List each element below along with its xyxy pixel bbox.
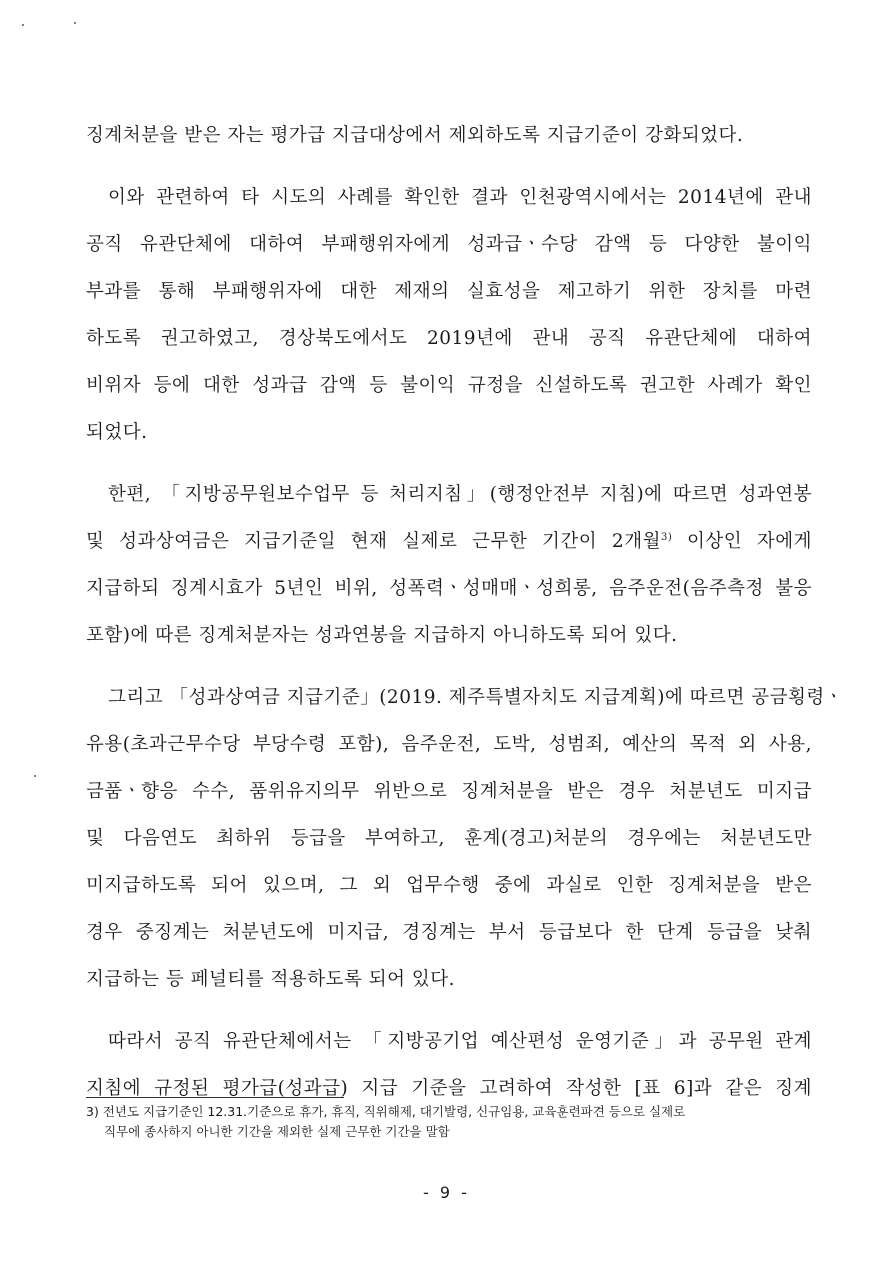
text-line: 부과를 통해 부패행위자에 대한 제재의 실효성을 제고하기 위한 장치를 마련 (86, 281, 812, 302)
page-number: - 9 - (423, 1183, 470, 1202)
footnote-text: 전년도 지급기준인 12.31.기준으로 휴가, 휴직, 직위해제, 대기발령, 신규임용, 교육훈련파견 등으로 실제로 (102, 1104, 686, 1119)
text-line: 포함)에 따른 징계처분자는 성과연봉을 지급하지 아니하도록 되어 있다. (86, 625, 678, 646)
text-line-with-footnote (86, 518, 812, 565)
text-line: 하도록 권고하였고, 경상북도에서도 2019년에 관내 공직 유관단체에 대하여 (86, 328, 812, 349)
text-line: 지침에 규정된 평가급(성과급) 지급 기준을 고려하여 작성한 [표 6]과 같은 징계 (86, 1078, 812, 1099)
footnote-number: 3) (86, 1104, 99, 1119)
paragraph-4 (86, 674, 844, 1003)
footnote-reference: 3) (660, 531, 673, 543)
text-line: 이와 관련하여 타 시도의 사례를 확인한 결과 인천광역시에서는 2014년에 관내 (108, 187, 812, 208)
text-line: 따라서 공직 유관단체에서는 「지방공기업 예산편성 운영기준」과 공무원 관계 (108, 1031, 812, 1052)
text-line: 유용(초과근무수당 부당수령 포함), 음주운전, 도박, 성범죄, 예산의 목적 외 사용, (86, 734, 812, 755)
scan-speck (74, 22, 76, 24)
text-line: 미지급하도록 되어 있으며, 그 외 업무수행 중에 과실로 인한 징계처분을 받은 (86, 875, 812, 896)
text-line: 징계처분을 받은 자는 평가급 지급대상에서 제외하도록 지급기준이 강화되었다. (86, 125, 744, 146)
scan-speck (22, 24, 24, 26)
text-line: 지급하는 등 페널티를 적용하도록 되어 있다. (86, 969, 455, 990)
text-segment: 이상인 자에게 (672, 531, 812, 552)
text-segment: 및 성과상여금은 지급기준일 현재 실제로 근무한 기간이 2개월 (86, 531, 661, 552)
text-line: 되었다. (86, 422, 148, 443)
paragraph-1 (86, 112, 812, 159)
footnote-separator (86, 1097, 344, 1098)
scan-speck (34, 775, 36, 777)
text-line: 경우 중징계는 처분년도에 미지급, 경징계는 부서 등급보다 한 단계 등급을 낮춰 (86, 922, 812, 943)
text-line: 지급하되 징계시효가 5년인 비위, 성폭력ㆍ성매매ㆍ성희롱, 음주운전(음주측정 불응 (86, 578, 812, 599)
text-line: 및 다음연도 최하위 등급을 부여하고, 훈계(경고)처분의 경우에는 처분년도만 (86, 828, 812, 849)
text-line: 비위자 등에 대한 성과급 감액 등 불이익 규정을 신설하도록 권고한 사례가 확인 (86, 375, 812, 396)
footnote-line (86, 1102, 814, 1122)
footnote (86, 1102, 814, 1142)
text-line: 금품ㆍ향응 수수, 품위유지의무 위반으로 징계처분을 받은 경우 처분년도 미지급 (86, 781, 812, 802)
body-text (86, 112, 844, 1112)
paragraph-2 (86, 174, 812, 456)
footnote-line: 직무에 종사하지 아니한 기간을 제외한 실제 근무한 기간을 말함 (104, 1124, 450, 1139)
paragraph-3 (86, 471, 812, 659)
text-line: 한편, 「지방공무원보수업무 등 처리지침」(행정안전부 지침)에 따르면 성과연봉 (108, 484, 812, 505)
text-line: 공직 유관단체에 대하여 부패행위자에게 성과급ㆍ수당 감액 등 다양한 불이익 (86, 234, 812, 255)
text-line: 그리고 「성과상여금 지급기준」(2019. 제주특별자치도 지급계획)에 따르면 공금횡령ㆍ (108, 687, 844, 708)
